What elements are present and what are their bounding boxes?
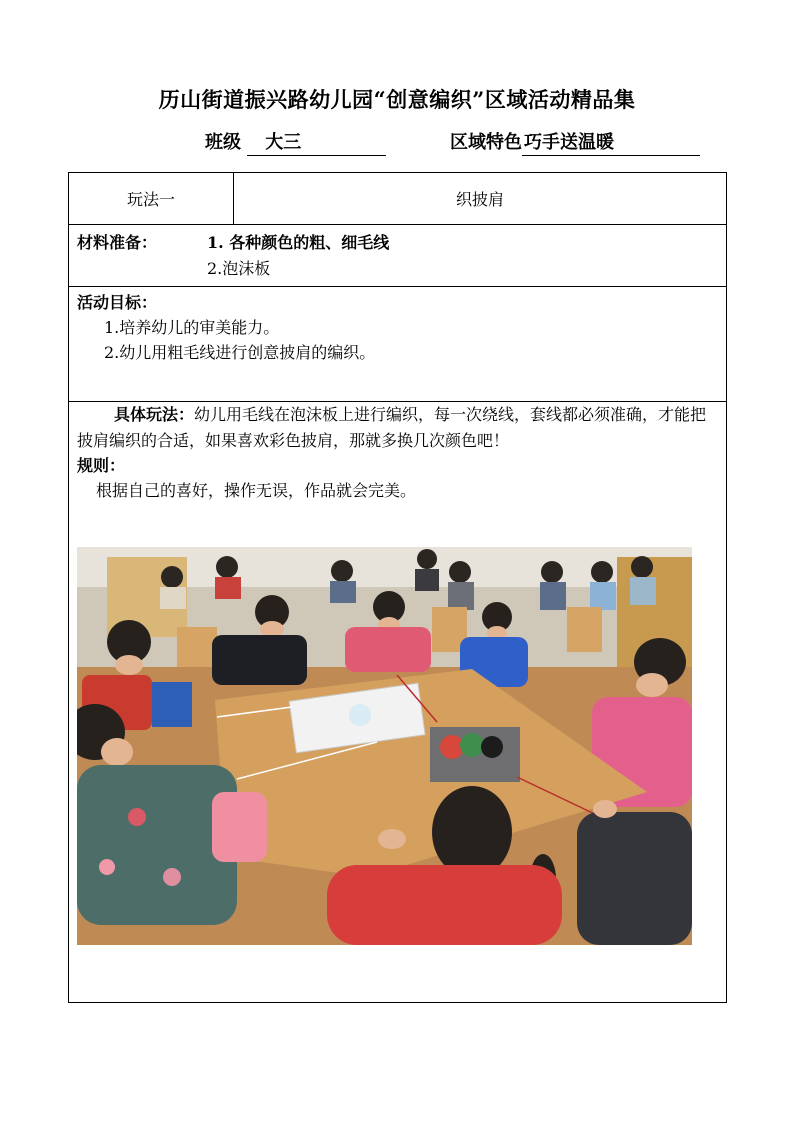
method-text: 幼儿用毛线在泡沫板上进行编织，每一次绕线，套线都必须准确，才能把披肩编织的合适，如果喜欢彩色披肩，那就多换几次颜色吧！ — [77, 405, 707, 450]
feature-value: 巧手送温暖 — [522, 128, 700, 156]
feature-label: 区域特色 — [450, 132, 522, 153]
method-paragraph — [77, 402, 719, 454]
play-label: 玩法一 — [69, 173, 234, 224]
activity-table — [68, 172, 727, 1003]
feature-line — [450, 128, 700, 156]
class-label: 班级 — [205, 132, 241, 153]
class-line — [205, 128, 386, 156]
materials-row — [69, 225, 726, 287]
goals-item-1: 1.培养幼儿的审美能力。 — [104, 318, 280, 337]
rules-label: 规则： — [77, 456, 126, 475]
materials-item-1: 1. 各种颜色的粗、细毛线 — [207, 233, 390, 252]
materials-label: 材料准备： — [77, 233, 158, 252]
classroom-photo — [77, 547, 692, 945]
document-title: 历山街道振兴路幼儿园“创意编织”区域活动精品集 — [158, 87, 636, 112]
children-knitting-illustration — [77, 547, 692, 945]
goals-label: 活动目标： — [77, 293, 158, 312]
method-row — [69, 402, 726, 1003]
materials-item-2: 2.泡沫板 — [207, 259, 271, 278]
method-label: 具体玩法： — [114, 405, 195, 424]
goals-item-2: 2.幼儿用粗毛线进行创意披肩的编织。 — [104, 343, 376, 362]
class-value: 大三 — [247, 128, 386, 156]
play-row — [69, 173, 726, 225]
goals-row — [69, 287, 726, 402]
rules-text: 根据自己的喜好，操作无误，作品就会完美。 — [96, 481, 417, 500]
play-name: 织披肩 — [455, 190, 504, 209]
